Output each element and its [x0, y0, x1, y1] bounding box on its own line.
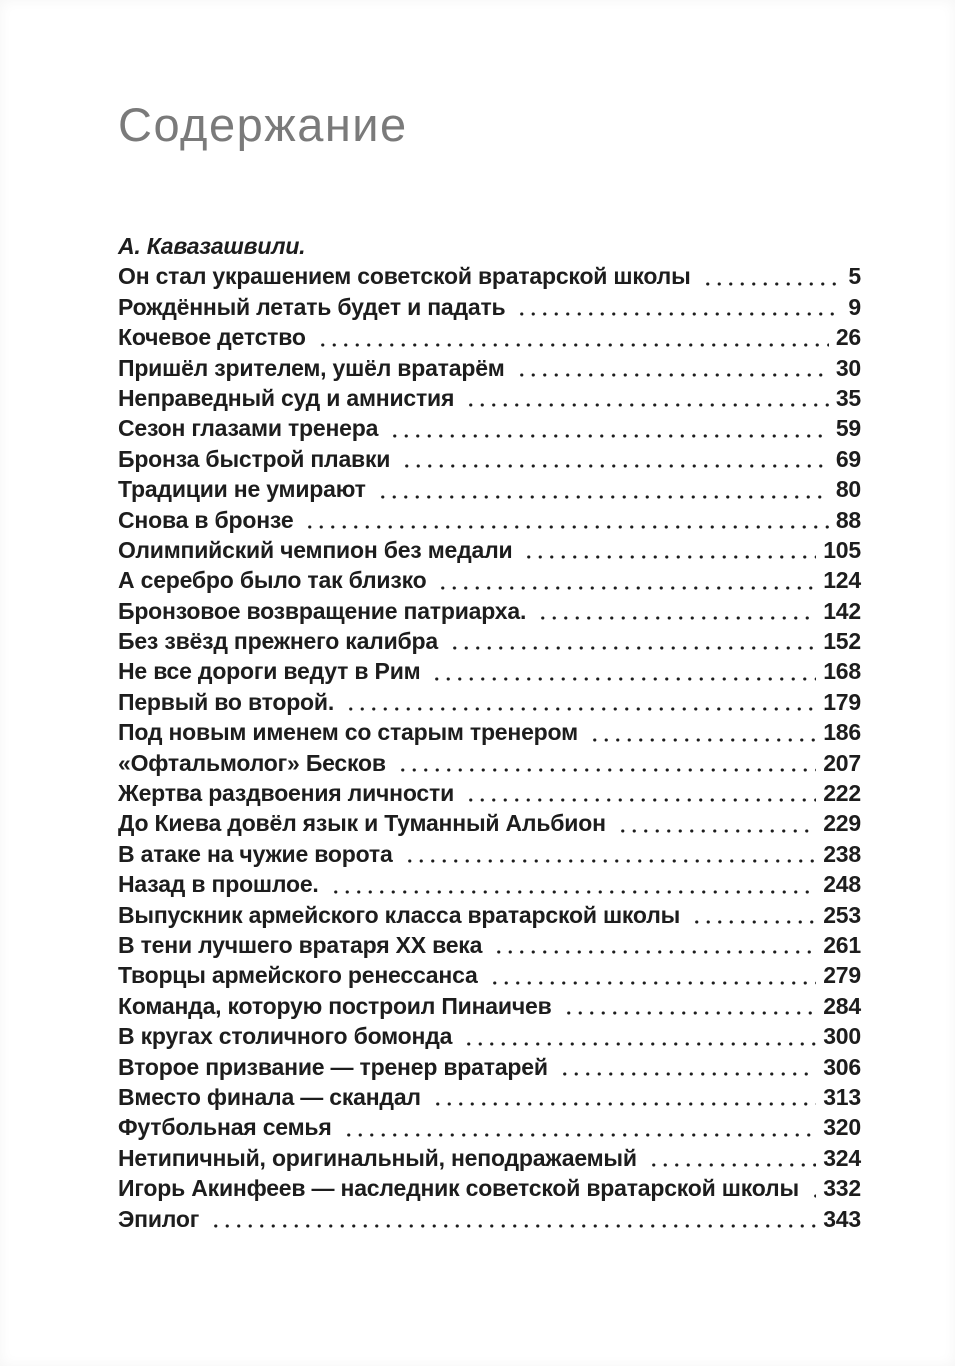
toc-entry-title: А серебро было так близко	[118, 567, 427, 594]
toc-entry-title: Традиции не умирают	[118, 476, 366, 503]
toc-entry-page-number: 324	[823, 1144, 861, 1171]
toc-entry	[118, 869, 861, 899]
toc-entry-page-number: 88	[835, 506, 861, 533]
toc-entry-title: В тени лучшего вратаря XX века	[118, 932, 483, 958]
toc-entry-page-number: 284	[823, 992, 861, 1019]
toc-entry-title: Нетипичный, оригинальный, неподражаемый	[118, 1144, 637, 1171]
toc-entry	[118, 687, 861, 717]
toc-leader-dots	[398, 444, 829, 474]
toc-entry-page-number: 142	[823, 597, 861, 624]
toc-leader-dots	[386, 413, 829, 443]
toc-entry-page-number: 279	[823, 962, 861, 989]
toc-entry	[118, 383, 861, 413]
toc-entry	[118, 261, 861, 291]
toc-entry-page-number: 261	[823, 932, 861, 958]
toc-entry-page-number: 35	[835, 384, 861, 411]
toc-leader-dots	[486, 960, 817, 990]
toc-entry-title: Он стал украшением советской вратарской школы	[118, 263, 691, 290]
toc-entry-page-number: 253	[823, 901, 861, 928]
toc-entry	[118, 1173, 861, 1203]
toc-entry-title: Олимпийский чемпион без медали	[118, 536, 513, 563]
toc-leader-dots	[342, 687, 816, 717]
toc-entry-title: Выпускник армейского класса вратарской школы	[118, 901, 681, 928]
toc-entry	[118, 778, 861, 808]
toc-leader-dots	[645, 1143, 816, 1173]
toc-entry-page-number: 168	[823, 658, 861, 685]
toc-entry-title: «Офтальмолог» Бесков	[118, 749, 386, 776]
section-author: А. Кавазашвили.	[118, 233, 306, 259]
toc-entry-title: Творцы армейского ренессанса	[118, 962, 478, 989]
toc-leader-dots	[534, 596, 816, 626]
toc-entry-page-number: 229	[823, 810, 861, 837]
toc-entry-title: Команда, которую построил Пинаичев	[118, 992, 552, 1019]
toc-entry	[118, 717, 861, 747]
toc-entry-page-number: 26	[835, 324, 861, 351]
toc-leader-dots	[340, 1112, 817, 1142]
toc-entry-title: До Киева довёл язык и Туманный Альбион	[118, 810, 606, 837]
toc-leader-dots	[699, 261, 842, 291]
toc-leader-dots	[513, 292, 841, 322]
toc-entry	[118, 413, 861, 443]
toc-entry-title: Под новым именем со старым тренером	[118, 719, 578, 746]
toc-entry	[118, 535, 861, 565]
toc-entry-title: Без звёзд прежнего калибра	[118, 628, 438, 655]
toc-entry	[118, 474, 861, 504]
toc-entry	[118, 1021, 861, 1051]
toc-entry	[118, 596, 861, 626]
toc-entry-title: Назад в прошлое.	[118, 871, 319, 898]
toc-leader-dots	[301, 505, 828, 535]
toc-leader-dots	[490, 930, 816, 960]
toc-leader-dots	[560, 991, 817, 1021]
toc-entry-title: В атаке на чужие ворота	[118, 840, 393, 867]
toc-entry	[118, 1143, 861, 1173]
toc-entry	[118, 292, 861, 322]
toc-entry-title: Неправедный суд и амнистия	[118, 384, 455, 411]
toc-entry-page-number: 30	[835, 354, 861, 381]
toc-entry-title: Бронзовое возвращение патриарха.	[118, 597, 527, 624]
toc-entry-title: Жертва раздвоения личности	[118, 780, 455, 807]
toc-entry	[118, 444, 861, 474]
toc-entry-page-number: 105	[823, 536, 861, 563]
toc-entry	[118, 748, 861, 778]
toc-entry	[118, 1082, 861, 1112]
toc-entry-page-number: 332	[823, 1175, 861, 1202]
toc-entry-title: В кругах столичного бомонда	[118, 1023, 453, 1050]
toc-entry-title: Эпилог	[118, 1205, 200, 1232]
toc-leader-dots	[401, 839, 817, 869]
toc-entry-title: Пришёл зрителем, ушёл вратарём	[118, 354, 505, 381]
toc-entry	[118, 1204, 861, 1234]
toc-entry-page-number: 238	[823, 840, 861, 867]
toc-leader-dots	[394, 748, 816, 778]
toc-entry-page-number: 152	[823, 628, 861, 655]
toc-leader-dots	[807, 1173, 816, 1203]
toc-entry-page-number: 300	[823, 1023, 861, 1050]
toc-entry	[118, 991, 861, 1021]
toc-leader-dots	[513, 353, 829, 383]
toc-entry	[118, 626, 861, 656]
toc-leader-dots	[614, 808, 816, 838]
toc-leader-dots	[462, 778, 816, 808]
toc-entry-title: Игорь Акинфеев — наследник советской вратарской школы	[118, 1175, 799, 1202]
toc-entry-page-number: 248	[823, 871, 861, 898]
toc-leader-dots	[374, 474, 829, 504]
toc-entry-page-number: 306	[823, 1053, 861, 1080]
toc-leader-dots	[207, 1204, 816, 1234]
toc-entry-page-number: 343	[823, 1205, 861, 1232]
toc-entry-title: Бронза быстрой плавки	[118, 445, 391, 472]
page-title: Содержание	[118, 98, 408, 151]
toc-entry	[118, 808, 861, 838]
toc-entry-page-number: 9	[848, 293, 861, 320]
toc-entry	[118, 353, 861, 383]
toc-entry-title: Не все дороги ведут в Рим	[118, 658, 421, 685]
toc-entry-title: Второе призвание — тренер вратарей	[118, 1053, 548, 1080]
toc-entry-page-number: 320	[823, 1114, 861, 1141]
toc-entry	[118, 839, 861, 869]
toc-leader-dots	[556, 1052, 816, 1082]
toc-entry	[118, 1112, 861, 1142]
toc-entry-title: Футбольная семья	[118, 1114, 332, 1141]
toc-leader-dots	[520, 535, 816, 565]
toc-entry-page-number: 313	[823, 1083, 861, 1110]
toc-leader-dots	[327, 869, 817, 899]
toc-entry-page-number: 80	[835, 476, 861, 503]
toc-leader-dots	[586, 717, 816, 747]
toc-entry-page-number: 186	[823, 719, 861, 746]
toc-entry-title: Снова в бронзе	[118, 506, 294, 533]
toc-entry-page-number: 207	[823, 749, 861, 776]
toc-leader-dots	[314, 322, 829, 352]
toc-leader-dots	[460, 1021, 816, 1051]
toc-leader-dots	[429, 1082, 816, 1112]
toc-entry	[118, 960, 861, 990]
toc-entry-title: Первый во второй.	[118, 688, 335, 715]
toc-entry	[118, 900, 861, 930]
toc-leader-dots	[446, 626, 816, 656]
toc-leader-dots	[688, 900, 816, 930]
toc-entry-page-number: 124	[823, 567, 861, 594]
toc-entry	[118, 656, 861, 686]
toc-entry-title: Кочевое детство	[118, 324, 306, 351]
toc-entry-title: Рождённый летать будет и падать	[118, 293, 506, 320]
toc-entry-title: Сезон глазами тренера	[118, 415, 379, 442]
toc-entry-page-number: 179	[823, 688, 861, 715]
toc-leader-dots	[428, 656, 816, 686]
toc-list	[118, 261, 861, 1234]
toc-entry-page-number: 59	[835, 415, 861, 442]
toc-entry-page-number: 5	[848, 263, 861, 290]
toc-entry	[118, 930, 861, 960]
toc-entry	[118, 565, 861, 595]
toc-entry-title: Вместо финала — скандал	[118, 1083, 421, 1110]
toc-leader-dots	[434, 565, 816, 595]
toc-leader-dots	[462, 383, 829, 413]
toc-entry	[118, 322, 861, 352]
toc-entry-page-number: 69	[835, 445, 861, 472]
toc-entry	[118, 1052, 861, 1082]
toc-entry	[118, 505, 861, 535]
toc-entry-page-number: 222	[823, 780, 861, 807]
